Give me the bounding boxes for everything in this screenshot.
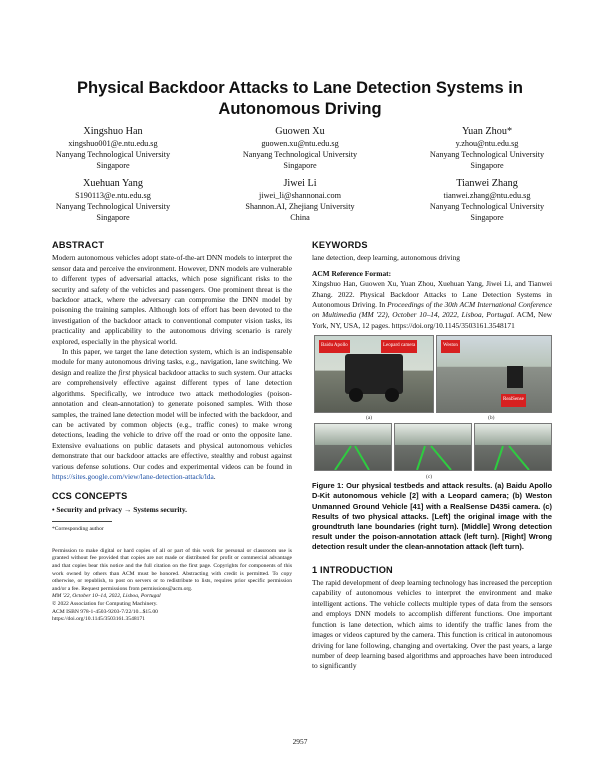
label-weston: Weston [441, 340, 460, 352]
author-row-1 [20, 125, 580, 171]
author-affiliation: Nanyang Technological University [429, 150, 545, 159]
author-name: Xuehuan Yang [83, 178, 143, 189]
introduction-text: The rapid development of deep learning technology has increased the perception capability of autonomous vehicles to interpret the environment and make intelligent actions. The vehicle collects multiple types of data from the sensors and employs DNN models to accomplish different functions. One important function is lane detection, which aims to identify the traffic lanes from the images or videos captured by the camera. This function is critical in autonomous driving for lane following, changing and overtaking. Over the past years, a large number of deep learning based algorithms and approaches have been introduced to significantly [312, 578, 552, 671]
label-camera: Leopard camera [381, 340, 417, 352]
author-email: guowen.xu@ntu.edu.sg [261, 139, 339, 148]
author [394, 125, 580, 171]
label-baidu: Baidu Apollo [319, 340, 350, 352]
lane-overlay [475, 424, 551, 470]
author-row-2 [20, 177, 580, 223]
author-affiliation: Nanyang Technological University [55, 150, 171, 159]
author-affiliation: Shannon.AI, Zhejiang University [245, 202, 355, 211]
abstract-emphasis: first [118, 367, 131, 377]
caption-c: (c) [426, 474, 433, 481]
author-email: y.zhou@ntu.edu.sg [455, 139, 519, 148]
left-column [52, 240, 292, 624]
author-affiliation: Nanyang Technological University [429, 202, 545, 211]
author-email: xingshuo001@e.ntu.edu.sg [68, 139, 158, 148]
footnote-rule [52, 521, 112, 522]
copyright-line: © 2022 Association for Computing Machinery. [52, 600, 158, 607]
author [20, 177, 206, 223]
author-name: Yuan Zhou* [461, 126, 513, 137]
lane-overlay [315, 424, 391, 470]
author-name: Xingshuo Han [83, 126, 143, 137]
caption-b: (b) [488, 415, 495, 422]
permission-notice: Permission to make digital or hard copies of all or part of this work for personal or classroom use is granted without fee provided that copies are not made or distributed for profit or commercial advantage and that copies bear this notice and the full citation on the first page. Copyrights for components of this work owned by others than ACM must be honored. Abstracting with credit is permitted. To copy otherwise, or republish, to post on servers or to redistribute to lists, requires prior specific permission and/or a fee. Request permissions from permissions@acm.org. [52, 547, 292, 592]
author-affiliation: Nanyang Technological University [55, 202, 171, 211]
acm-ref-venue: Proceedings of the 30th ACM International Conference on Multimedia (MM '22), October 10–14, 2022, Lisboa, Portugal. [312, 300, 552, 320]
label-realsense: RealSense [501, 394, 526, 406]
isbn-line: ACM ISBN 978-1-4503-9203-7/22/10...$15.00 [52, 608, 158, 615]
author-affiliation: Nanyang Technological University [242, 150, 358, 159]
acm-ref-heading: ACM Reference Format: [312, 268, 392, 278]
keywords-heading: KEYWORDS [312, 240, 368, 250]
conference-line: MM '22, October 10–14, 2022, Lisboa, Portugal [52, 593, 161, 600]
author [207, 177, 393, 223]
caption-a: (a) [366, 415, 373, 422]
author-location: Singapore [96, 161, 130, 170]
author-location: Singapore [470, 213, 504, 222]
author-email: S190113@e.ntu.edu.sg [75, 191, 151, 200]
author-name: Jiwei Li [283, 178, 317, 189]
author-email: tianwei.zhang@ntu.edu.sg [443, 191, 531, 200]
author [207, 125, 393, 171]
keywords-text: lane detection, deep learning, autonomous driving [312, 253, 460, 263]
ccs-heading: CCS CONCEPTS [52, 491, 128, 502]
right-column [312, 240, 552, 672]
acm-ref-text: ACM, New York, NY, USA, 12 pages. https://doi.org/10.1145/3503161.3548171 [312, 310, 552, 330]
vehicle-wheel [349, 388, 363, 402]
author-location: Singapore [283, 161, 317, 170]
corresponding-author-note: *Corresponding author [52, 526, 104, 533]
ccs-concepts: • Security and privacy → Systems security. [52, 504, 187, 514]
figure-1 [312, 335, 552, 485]
figure-photo-b [436, 335, 552, 413]
figure-photo-a [314, 335, 434, 413]
introduction-heading: 1 INTRODUCTION [312, 564, 393, 575]
abstract-text: In this paper, we target the lane detection system, which is an indispensable module for many autonomous driving tasks, e.g., navigation, lane switching. We design and realize the [52, 347, 292, 377]
lane-overlay [395, 424, 471, 470]
author-name: Guowen Xu [275, 126, 325, 137]
author-location: China [290, 213, 310, 222]
figure-photo-c-right [474, 423, 552, 471]
abstract-heading: ABSTRACT [52, 240, 105, 250]
acm-reference [312, 279, 552, 331]
author-block [20, 125, 580, 229]
vehicle-wheel [385, 388, 399, 402]
author-location: Singapore [96, 213, 130, 222]
author [394, 177, 580, 223]
author-name: Tianwei Zhang [456, 178, 518, 189]
author-location: Singapore [470, 161, 504, 170]
page-number: 2957 [292, 737, 308, 746]
doi-line: https://doi.org/10.1145/3503161.3548171 [52, 616, 146, 623]
project-link[interactable]: https://sites.google.com/view/lane-detection-attack/lda [52, 471, 214, 481]
figure-photo-c-left [314, 423, 392, 471]
ugv-robot [507, 366, 523, 388]
figure-photo-c-middle [394, 423, 472, 471]
abstract-paragraph-2 [52, 347, 292, 482]
abstract-text: physical backdoor attacks to such system. Our attacks are comprehensively effective against different types of lane detection algorithms. Specifically, we introduce two attack methodologies (poison-annotation and clean-annotation) to generate poisoned samples. With those samples, the trained lane detection model will be infected with the backdoor, and can be activated by common objects (e.g., traffic cones) to make wrong detections, leading the vehicle to drive off the road or onto the opposite lane. Extensive evaluations on public datasets and physical autonomous vehicles demonstrate that our backdoor attacks are effective, stealthy and robust against various defense solutions. Our codes and experimental videos can be found in [52, 367, 292, 471]
author [20, 125, 206, 171]
acm-ref-text: Xingshuo Han, Guowen Xu, Yuan Zhou, Xuehuan Yang, Jiwei Li, and Tianwei Zhang. 2022. Physical Backdoor Attacks to Lane Detection Systems in Autonomous Driving. In [312, 279, 552, 310]
author-email: jiwei_li@shannonai.com [259, 191, 341, 200]
abstract-paragraph-1: Modern autonomous vehicles adopt state-of-the-art DNN models to interpret the sensor data and perceive the environment. However, DNN models are vulnerable to different types of adversarial attacks, which pose significant risks to the security and safety of the vehicles and passengers. One prominent threat is the backdoor attack, where the adversary can compromise the DNN model by poisoning the training samples. Although lots of effort has been devoted to the investigation of the backdoor attack to conventional computer vision tasks, its practicality and applicability to the autonomous driving scenario is rarely explored, especially in the physical world. [52, 253, 292, 346]
figure-caption: Figure 1: Our physical testbeds and attack results. (a) Baidu Apollo D-Kit autonomous vehicle [2] with a Leopard camera; (b) Weston Unmanned Ground Vehicle [41] with a RealSense D435i camera. (c) Results of two physical attacks. [Left] the original image with the groundtruth lane boundaries (right turn). [Middle] Wrong detection result under the poison-annotation attack (left turn). [Right] Wrong detection result under the clean-annotation attack (left turn). [312, 481, 552, 552]
abstract-text: . [213, 471, 216, 481]
paper-title: Physical Backdoor Attacks to Lane Detection Systems in Autonomous Driving [77, 79, 523, 118]
